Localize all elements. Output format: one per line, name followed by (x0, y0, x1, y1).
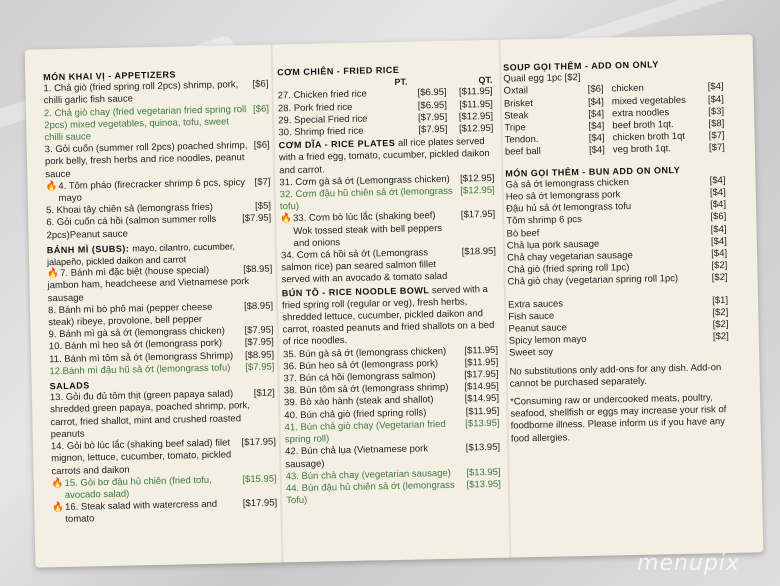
menu-item: Quail egg 1pc [$2] (503, 72, 581, 85)
menu-item: mixed vegetables [$4] (611, 93, 724, 108)
menu-item: 34. Cơm cá hồi sả ớt (Lemongrass salmon rice) pan seared salmon fillet served with an avocado & tomato salad [$18.95] (280, 245, 497, 286)
soup-addon-header: SOUP GỌI THÊM - ADD ON ONLY (503, 59, 659, 73)
menu-item: beef ball [$4] (504, 144, 606, 159)
column-middle (277, 60, 501, 508)
fire-icon: 🔥 (280, 213, 293, 225)
menu-item: Bò beef [$4] (506, 223, 727, 240)
menu-item: 39. Bò xào hành (steak and shallot) [$14.95] (284, 393, 500, 409)
fire-icon: 🔥 (51, 477, 64, 489)
column-right (503, 55, 731, 445)
menu-item: 38. Bún tôm sả ớt (lemongrass shrimp) [$14.95] (283, 381, 499, 397)
menu-item: Steak [$4] (504, 108, 605, 122)
watermark-logo: menupix (637, 551, 740, 576)
menu-item: 29. Special Fried rice [$7.95] [$12.95] (278, 110, 494, 127)
menu-item: chicken broth 1qt [$7] (612, 130, 725, 144)
soup-addon-right (611, 81, 725, 157)
bun-addon-header: MÓN GỌI THÊM - BUN ADD ON ONLY (505, 164, 681, 179)
menu-item: beef broth 1qt. [$8] (612, 118, 725, 132)
menu-item: veg broth 1qt. [$7] (612, 142, 725, 156)
fire-icon: 🔥 (45, 180, 58, 193)
menu-item: 8. Bánh mì bò phô mai (pepper cheese steak) ribeye, provolone, bell pepper [$8.95] (48, 300, 274, 329)
menu-item: 6. Gỏi cuốn cá hồi (salmon summer rolls 2pcs)Peanut sauce [$7.95] (46, 212, 272, 241)
menu-item: 36. Bún heo sả ớt (lemongrass pork) [$11.95] (283, 356, 499, 373)
menu-item: Tendon. [$4] (504, 132, 605, 146)
menu-item: 14. Gỏi bò lúc lắc (shaking beef salad) filet mignon, lettuce, cucumber, tomato, pickled carrots and daikon [$17.95] (50, 436, 277, 477)
menu-item: 37. Bún cá hồi (lemongrass salmon) [$17.95] (283, 368, 499, 385)
menu-item: Heo sả ớt lemongrass pork [$4] (505, 187, 726, 203)
menu-item: Chả giò (fried spring roll 1pc) [$2] (507, 260, 728, 276)
menu-item: 40. Bún chả giò (fried spring rolls) [$11.95] (284, 405, 500, 422)
menu-item: Fish sauce [$2] (508, 306, 729, 323)
soup-addon-left (504, 84, 606, 159)
menu-item: 2. Chả giò chay (fried vegetarian fried spring roll 2pcs) mixed vegetables, quinoa, tofu, sweet chilli sauce [$6] (43, 103, 270, 144)
menu-item: Chả chay vegetarian sausage [$4] (507, 248, 728, 264)
menu-item: Brisket [$4] (503, 96, 604, 110)
menu-item: 35. Bún gà sả ớt (lemongrass chicken) [$11.95] (282, 344, 499, 361)
menu-item: Chả giò chay (vegetarian spring roll 1pc) [$2] (507, 272, 728, 289)
menu-item: Đậu hủ sả ớt lemongrass tofu [$4] (505, 199, 727, 215)
menu-item: 27. Chicken fried rice [$6.95] [$11.95] (277, 86, 493, 102)
menu-item: Spicy lemon mayo [$2] (508, 331, 729, 347)
menu-item: 11. Bánh mì tôm sả ớt (lemongrass Shrimp) [$8.95] (49, 349, 275, 365)
menu-item: Peanut sauce [$2] (508, 319, 729, 335)
sauces-list (508, 295, 729, 361)
menu-item: jambon ham, headcheese and Vietnamese pork sausage (47, 276, 250, 304)
fire-icon: 🔥 (47, 268, 60, 280)
menu-item: 13. Gỏi đu đủ tôm thịt (green papaya salad) shredded green papaya, poached shrimp, pork, carrot, fried shallot, mint and crushed roasted peanuts [$12] (49, 387, 276, 441)
allergy-warning: *Consuming raw or undercooked meats, poultry, seafood, shellfish or eggs may increase your risk of foodborne illness. Please inform us if you have any food allergies. (510, 392, 727, 445)
menu-item: 9. Bánh mì gà sả ớt (lemongrass chicken) [$7.95] (48, 324, 274, 341)
menu-item: 31. Cơm gà sả ớt (Lemongrass chicken) [$12.95] (279, 172, 495, 189)
menu-item: 🔥 33. Cơm bò lúc lắc (shaking beef) Wok tossed steak with bell peppers and onions [$17.95] (280, 209, 496, 249)
menu-item: 5. Khoai tây chiên sả (lemongrass fries) [$5] (45, 200, 272, 217)
rice-plates-section: CƠM DĨA - RICE PLATES all rice plates served with a fried egg, tomato, cucumber, pickled daikon and carrot. (278, 136, 490, 176)
fire-icon: 🔥 (52, 502, 65, 514)
menu-item: 43. Bún chả chay (vegetarian sausage) [$13.95] (285, 466, 501, 483)
column-left (43, 65, 278, 527)
menu-item: 3. Gỏi cuốn (summer roll 2pcs) poached shrimp, pork belly, fresh herbs and rice noodles, peanut sauce [$6] (44, 139, 270, 180)
menu-item: Gà sả ớt lemongrass chicken [$4] (505, 174, 726, 191)
menu-item: 42. Bún chả lụa (Vietnamese pork sausage) [$13.95] (285, 442, 501, 470)
menu-item: Extra sauces [$1] (507, 294, 729, 311)
menu-item: extra noodles [$3] (612, 105, 725, 120)
menu-item: 🔥 4. Tôm pháo (firecracker shrimp 6 pcs, spicy mayo [$7] (45, 176, 271, 205)
menu-item: 28. Pork fried rice [$6.95] [$11.95] (277, 98, 494, 114)
menu-item: 🔥 7. Bánh mì đặc biệt (house special) [$8.95] (47, 263, 273, 280)
appetizers-header: MÓN KHAI VỊ - APPETIZERS (43, 69, 177, 83)
menu-item: 44. Bún đậu hủ chiên sả ớt (lemongrass Tofu) [$13.95] (285, 478, 501, 507)
menu-item: Tôm shrimp 6 pcs [$6] (506, 211, 727, 228)
fried-rice-header: CƠM CHIÊN - FRIED RICE (277, 64, 400, 78)
noodle-bowl-section: BÚN TÔ - RICE NOODLE BOWL served with a fried spring roll (regular or veg), fresh herbs, shredded lettuce, cucumber, pickled daikon and carrot, roasted peanuts and fried shallots on a bed of rice noodles. (281, 283, 495, 348)
menu-item: Sweet soy (509, 347, 554, 360)
substitution-note: No substitutions only add-ons for any dish. Add-on cannot be purchased separately. (509, 361, 722, 390)
menu-item: 10. Bánh mì heo sả ớt (lemongrass pork) [$7.95] (48, 336, 274, 353)
salads-header: SALADS (49, 380, 90, 392)
menu-item: 🔥 16. Steak salad with watercress and tomato [$17.95] (52, 497, 278, 526)
banh-mi-header: BÁNH MÌ (SUBS): mayo, cilantro, cucumber, jalapeño, pickled daikon and carrot (46, 241, 235, 268)
menu-item: 32. Cơm đậu hũ chiên sả ớt (lemongrass tofu) [$12.95] (279, 184, 495, 213)
menu-item: Oxtail [$6] (503, 83, 604, 98)
menu-item: chicken [$4] (611, 81, 724, 95)
menu-item: Tripe [$4] (504, 120, 605, 134)
menu-item: 1. Chả giò (fried spring roll 2pcs) shrimp, pork, chilli garlic fish sauce [$6] (43, 78, 269, 107)
menu-item: 41. Bún chả giò chay (Vegetarian fried spring roll) [$13.95] (284, 417, 500, 446)
menu-sheet (25, 34, 764, 567)
menu-item: 12.Bánh mì đậu hũ sả ớt (lemongrass tofu) [$7.95] (49, 361, 275, 378)
menu-item: Chả lụa pork sausage [$4] (506, 235, 727, 252)
soup-addon-grid (504, 81, 725, 159)
fried-rice-size-header: PT. QT. (394, 75, 493, 88)
menu-item: 30. Shrimp fried rice [$7.95] [$12.95] (278, 122, 494, 139)
menu-item: 🔥 15. Gỏi bơ đậu hủ chiên (fried tofu, avocado salad) [$15.95] (51, 473, 277, 501)
